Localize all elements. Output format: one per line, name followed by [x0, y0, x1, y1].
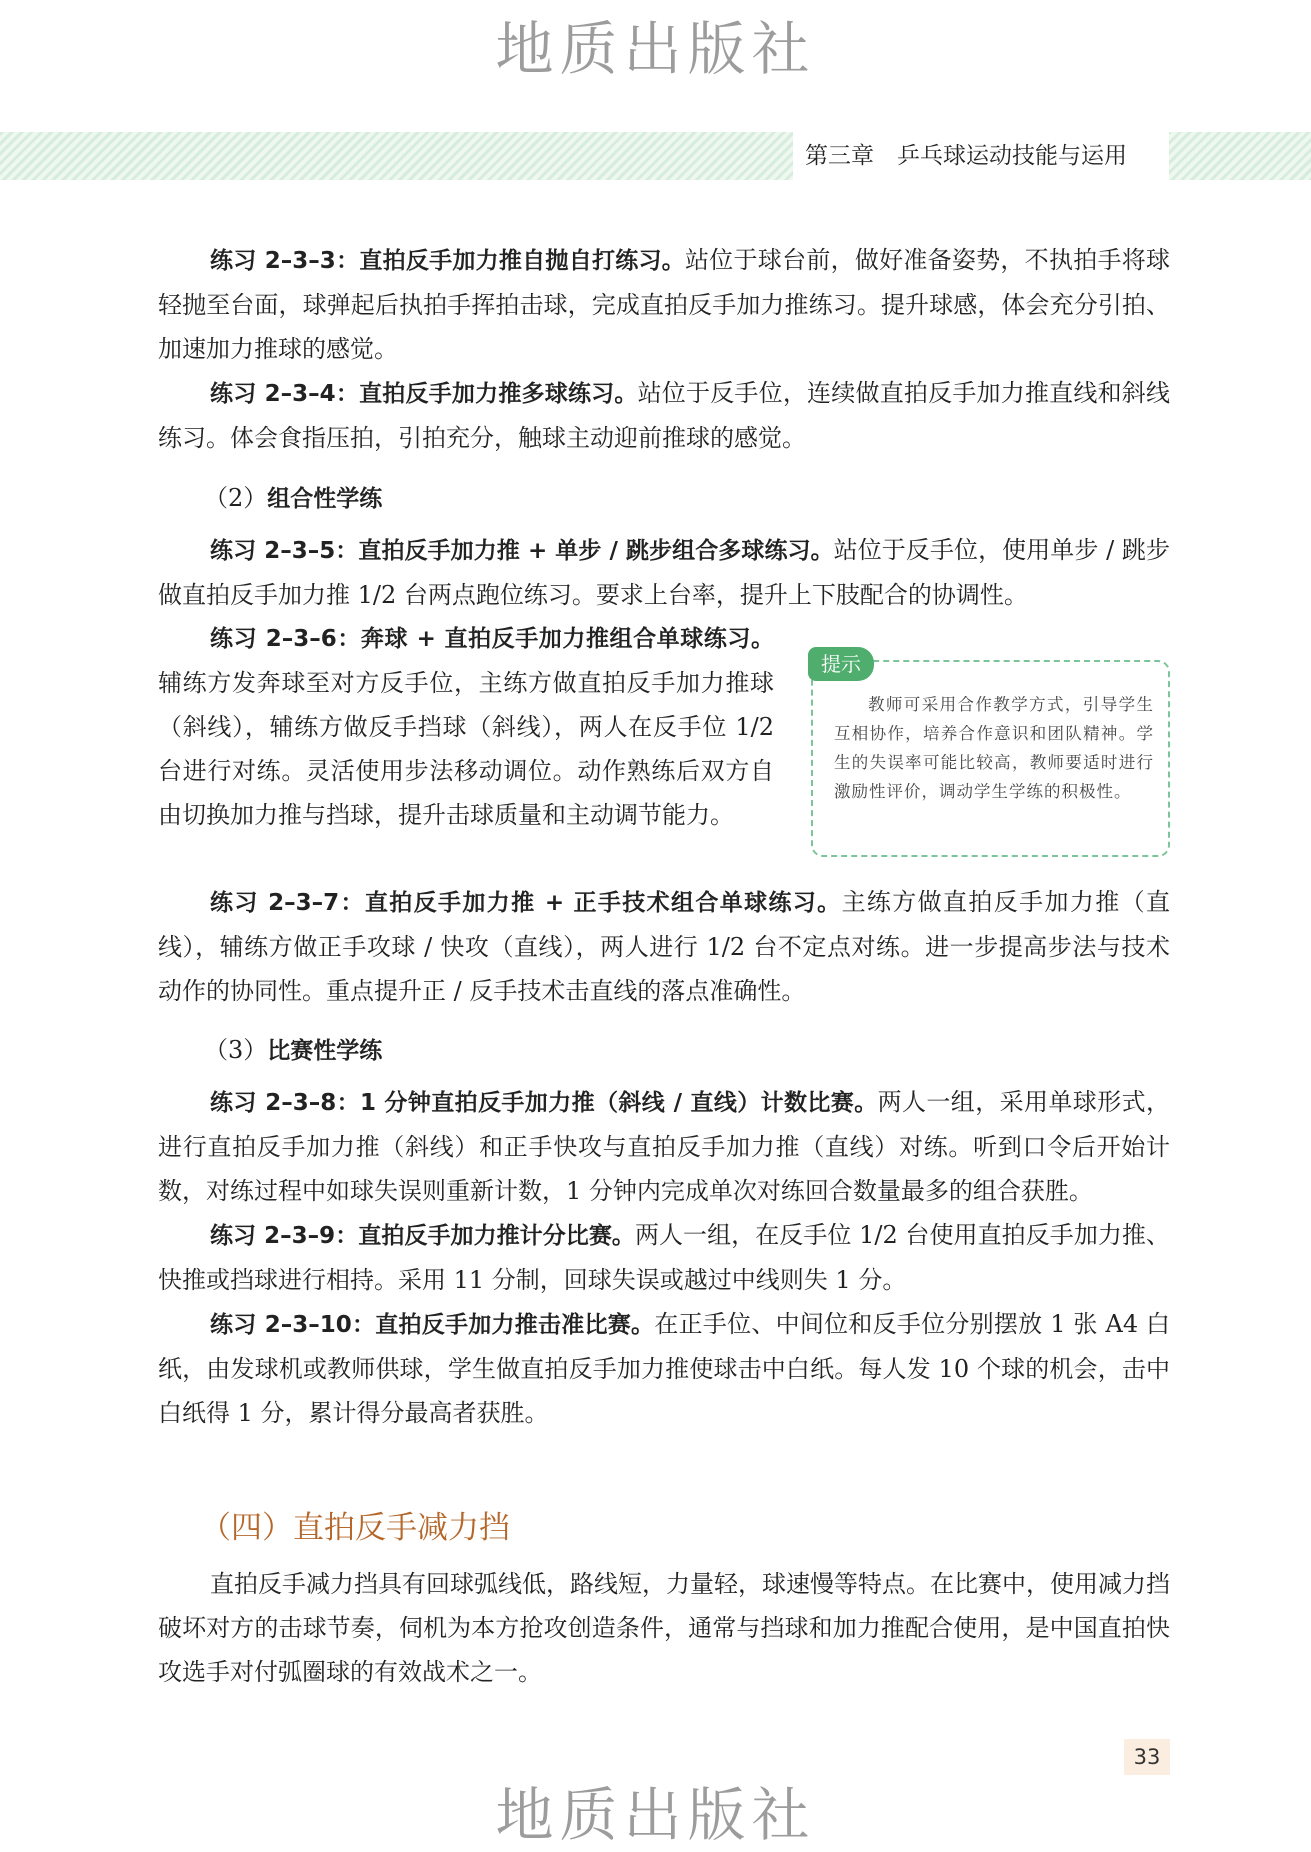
paragraph — [158, 1562, 1170, 1694]
paragraph-text: 直拍反手减力挡具有回球弧线低，路线短，力量轻，球速慢等特点。在比赛中，使用减力挡破坏对方的击球节奏，伺机为本方抢攻创造条件，通常与挡球和加力推配合使用，是中国直拍快攻选手对付弧圈球的有效战术之一。 — [158, 1570, 1170, 1686]
subheading-title: 比赛性学练 — [267, 1038, 383, 1064]
paragraph-text: 站位于球台前，做好准备姿势，不执拍手将球轻抛至台面，球弹起后执拍手挥拍击球，完成直拍反手加力推练习。提升球感，体会充分引拍、加速加力推球的感觉。 — [158, 246, 1170, 363]
paragraph-text: 在正手位、中间位和反手位分别摆放 1 张 A4 白纸，由发球机或教师供球，学生做直拍反手加力推使球击中白纸。每人发 10 个球的机会，击中白纸得 1 分，累计得分最高者获胜。 — [158, 1310, 1170, 1427]
block-p9 — [158, 1562, 1170, 1694]
exercise-title: 练习 2–3–7：直拍反手加力推 + 正手技术组合单球练习。 — [210, 890, 842, 916]
page-number: 33 — [1124, 1739, 1170, 1775]
exercise-title: 练习 2–3–9：直拍反手加力推计分比赛。 — [210, 1223, 635, 1249]
paragraph — [158, 1080, 1170, 1213]
paragraph — [158, 1302, 1170, 1435]
paragraph-text: 两人一组，在反手位 1/2 台使用直拍反手加力推、快推或挡球进行相持。采用 11 分制，回球失误或越过中线则失 1 分。 — [158, 1221, 1170, 1294]
exercise-title: 练习 2–3–8：1 分钟直拍反手加力推（斜线 / 直线）计数比赛。 — [210, 1090, 878, 1116]
paragraph — [158, 1213, 1170, 1302]
paragraph — [158, 371, 1170, 460]
paragraph-text: 两人一组，采用单球形式，进行直拍反手加力推（斜线）和正手快攻与直拍反手加力推（直线）对练。听到口令后开始计数，对练过程中如球失误则重新计数，1 分钟内完成单次对练回合数量最多的组合获胜。 — [158, 1088, 1170, 1205]
section-heading: （四）直拍反手减力挡 — [200, 1510, 510, 1546]
paragraph-text: 站位于反手位，连续做直拍反手加力推直线和斜线练习。体会食指压拍，引拍充分，触球主动迎前推球的感觉。 — [158, 379, 1170, 452]
subheading-number: （3） — [204, 1036, 268, 1064]
paragraph — [158, 528, 1170, 617]
exercise-title: 练习 2–3–4：直拍反手加力推多球练习。 — [210, 381, 638, 407]
block-p6-p8 — [158, 1080, 1170, 1435]
watermark-top: 地质出版社 — [495, 15, 816, 83]
subheading-title: 组合性学练 — [267, 486, 383, 512]
paragraph-text: 主练方做直拍反手加力推（直线），辅练方做正手攻球 / 快攻（直线），两人进行 1/2 台不定点对练。进一步提高步法与技术动作的协同性。重点提升正 / 反手技术击直线的落点准确性。 — [158, 888, 1171, 1005]
block-p3 — [158, 528, 1170, 617]
subheading-number: （2） — [204, 484, 268, 512]
exercise-title: 练习 2–3–10：直拍反手加力推击准比赛。 — [210, 1312, 655, 1338]
block-p1-p2 — [158, 238, 1170, 460]
subheading-3 — [158, 1028, 1216, 1073]
paragraph — [158, 880, 1170, 1013]
subheading-2 — [158, 476, 1216, 521]
paragraph-text: 辅练方发奔球至对方反手位，主练方做直拍反手加力推球（斜线），辅练方做反手挡球（斜线），两人在反手位 1/2 台进行对练。灵活使用步法移动调位。动作熟练后双方自由切换加力推与挡球，提升击球质量和主动调节能力。 — [158, 669, 774, 829]
paragraph — [158, 616, 774, 837]
exercise-title: 练习 2–3–5：直拍反手加力推 + 单步 / 跳步组合多球练习。 — [210, 538, 834, 564]
exercise-title: 练习 2–3–6：奔球 + 直拍反手加力推组合单球练习。 — [210, 626, 774, 652]
exercise-title: 练习 2–3–3：直拍反手加力推自抛自打练习。 — [210, 248, 686, 274]
paragraph-text: 站位于反手位，使用单步 / 跳步做直拍反手加力推 1/2 台两点跑位练习。要求上台率，提升上下肢配合的协调性。 — [158, 536, 1171, 609]
block-p4 — [158, 616, 774, 837]
tip-label: 提示 — [808, 647, 874, 681]
block-p5 — [158, 880, 1170, 1013]
watermark-bottom: 地质出版社 — [495, 1781, 816, 1849]
chapter-title: 第三章 乒乓球运动技能与运用 — [793, 132, 1169, 180]
paragraph — [158, 238, 1170, 371]
tip-text: 教师可采用合作教学方式，引导学生互相协作，培养合作意识和团队精神。学生的失误率可能比较高，教师要适时进行激励性评价，调动学生学练的积极性。 — [834, 695, 1154, 801]
